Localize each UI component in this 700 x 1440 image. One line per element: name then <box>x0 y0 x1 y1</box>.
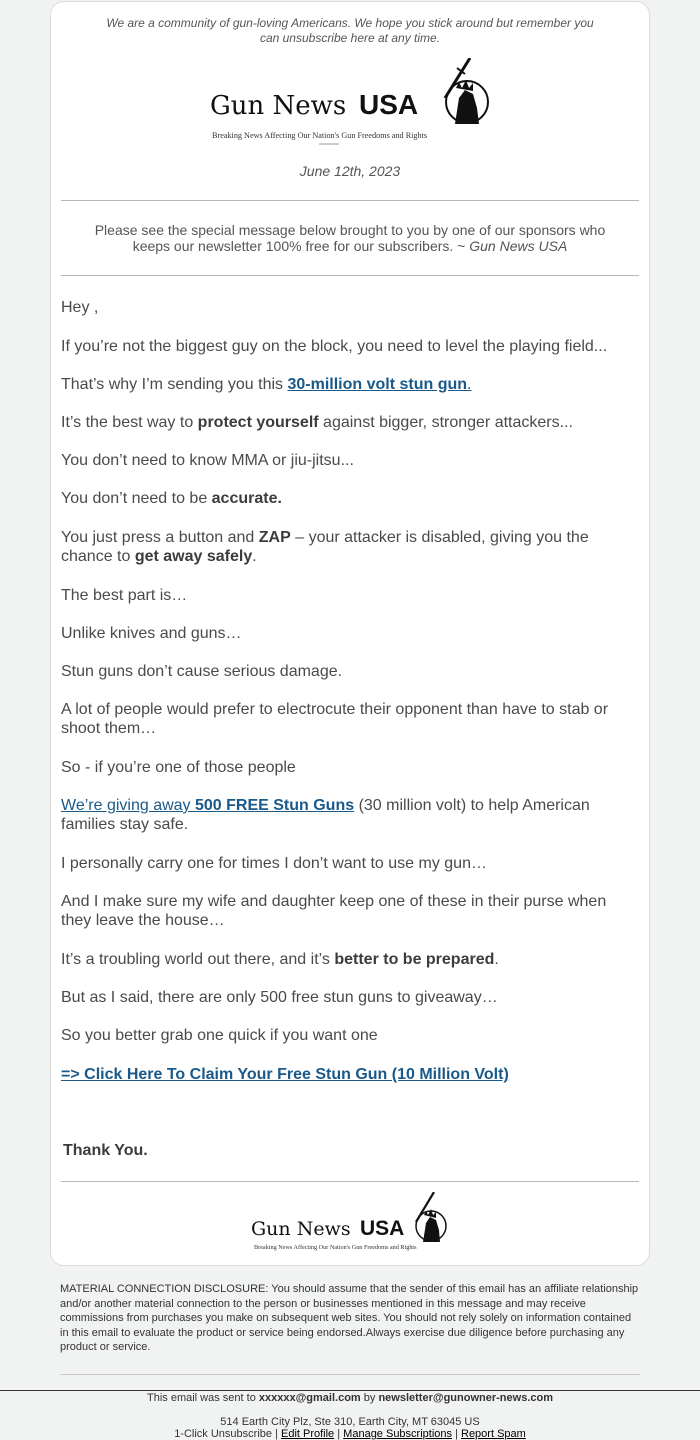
paragraph-text: It’s a troubling world out there, and it’s <box>61 951 335 968</box>
sender-email: newsletter@gunowner-news.com <box>378 1392 553 1404</box>
sponsor-signature: Gun News USA <box>469 238 568 254</box>
divider <box>60 1374 640 1375</box>
paragraph <box>61 489 631 508</box>
paragraph: But as I said, there are only 500 free stun guns to giveaway… <box>61 989 498 1006</box>
bold-text: better to be prepared <box>334 951 495 968</box>
separator: | <box>272 1428 281 1440</box>
footer-text: by <box>360 1392 379 1404</box>
paragraph <box>61 1065 631 1084</box>
paragraph <box>61 950 631 969</box>
logo-subtitle: Breaking News Affecting Our Nation's Gun Freedoms and Rights <box>254 1244 417 1251</box>
paragraph <box>61 375 631 394</box>
bold-text: get away safely <box>134 548 253 565</box>
separator: | <box>452 1428 461 1440</box>
divider <box>61 275 639 276</box>
footer-links <box>0 1428 700 1440</box>
paragraph <box>61 796 631 834</box>
bold-text: accurate. <box>211 490 282 507</box>
logo-subtitle: Breaking News Affecting Our Nation's Gun Freedoms and Rights <box>212 131 428 140</box>
free-stun-guns-link-bold: 500 FREE Stun Guns <box>194 797 355 814</box>
one-click-unsubscribe[interactable]: 1-Click Unsubscribe <box>174 1428 272 1440</box>
paragraph: So - if you’re one of those people <box>61 759 296 776</box>
logo-usa-text: USA <box>359 89 419 120</box>
stun-gun-link[interactable] <box>287 376 471 393</box>
paragraph: Stun guns don’t cause serious damage. <box>61 663 343 680</box>
report-spam-link[interactable]: Report Spam <box>461 1428 526 1440</box>
statue-of-liberty-icon <box>445 58 488 124</box>
separator: | <box>334 1428 344 1440</box>
paragraph <box>61 528 631 566</box>
cta-text: => Click Here To Claim Your Free Stun Gun (10 Million Volt) <box>61 1066 509 1083</box>
sent-to-line <box>0 1392 700 1405</box>
gun-news-usa-logo[interactable] <box>207 58 497 148</box>
paragraph: So you better grab one quick if you want one <box>61 1027 378 1044</box>
free-stun-guns-link[interactable] <box>61 797 354 814</box>
recipient-email: xxxxxx@gmail.com <box>258 1392 361 1404</box>
paragraph-text: – your attacker is disabled, giving you the chance to <box>61 529 589 565</box>
paragraph-text: That’s why I’m sending you this <box>61 376 288 393</box>
paragraph: If you’re not the biggest guy on the block, you need to level the playing field... <box>61 338 608 355</box>
divider <box>61 1181 639 1182</box>
paragraph-text: . <box>494 951 499 968</box>
paragraph-text: (30 million volt) to help American families stay safe. <box>61 797 590 833</box>
claim-stun-gun-cta-link[interactable] <box>61 1066 509 1083</box>
stun-gun-link-period: . <box>467 376 472 393</box>
sponsor-message <box>90 222 610 254</box>
bold-text: ZAP <box>258 529 291 546</box>
free-stun-guns-link-text: We’re giving away <box>61 797 195 814</box>
paragraph: The best part is… <box>61 587 188 604</box>
edit-profile-link[interactable]: Edit Profile <box>280 1428 335 1440</box>
stun-gun-link-text: 30-million volt stun gun <box>287 376 468 393</box>
paragraph: You don’t need to know MMA or jiu-jitsu... <box>61 452 354 469</box>
thank-you: Thank You. <box>63 1142 148 1159</box>
paragraph-text: You don’t need to be <box>61 490 212 507</box>
paragraph: Unlike knives and guns… <box>61 625 242 642</box>
divider <box>0 1390 700 1391</box>
unsubscribe-tagline: We are a community of gun-loving Americans. We hope you stick around but remember you can unsubscribe here at any time. <box>106 16 594 45</box>
paragraph <box>61 413 631 432</box>
material-connection-disclosure: MATERIAL CONNECTION DISCLOSURE: You should assume that the sender of this email has an affiliate relationship and/or another material connection to the person or businesses mentioned in this message and may receive commissions from purchases you make on subsequent web sites. You should not rely solely on information contained in this email to evaluate the product or service being endorsed.Always exercise due diligence before purchasing any product or service. <box>60 1283 639 1353</box>
statue-of-liberty-icon <box>416 1192 446 1242</box>
paragraph: A lot of people would prefer to electrocute their opponent than have to stab or shoot them… <box>61 701 609 737</box>
bold-text: protect yourself <box>197 414 319 431</box>
logo-usa-text: USA <box>360 1217 405 1240</box>
paragraph-text: against bigger, stronger attackers... <box>318 414 573 431</box>
manage-subscriptions-link[interactable]: Manage Subscriptions <box>343 1428 453 1440</box>
gun-news-usa-logo-footer[interactable] <box>248 1192 458 1260</box>
logo-brand-text: Gun News <box>210 91 347 121</box>
logo-brand-text: Gun News <box>251 1218 351 1240</box>
paragraph: And I make sure my wife and daughter keep one of these in their purse when they leave the house… <box>61 893 607 929</box>
paragraph-text: You just press a button and <box>61 529 259 546</box>
paragraph-text: It’s the best way to <box>61 414 198 431</box>
greeting: Hey , <box>61 299 99 316</box>
paragraph-text: . <box>252 548 257 565</box>
newsletter-date: June 12th, 2023 <box>299 163 401 179</box>
paragraph: I personally carry one for times I don’t want to use my gun… <box>61 855 487 872</box>
mailing-address: 514 Earth City Plz, Ste 310, Earth City, MT 63045 US <box>220 1416 480 1428</box>
footer-text: This email was sent to <box>147 1392 259 1404</box>
sponsor-text: Please see the special message below brought to you by one of our sponsors who keeps our newsletter 100% free for our subscribers. ~ <box>94 222 606 254</box>
divider <box>61 200 639 201</box>
